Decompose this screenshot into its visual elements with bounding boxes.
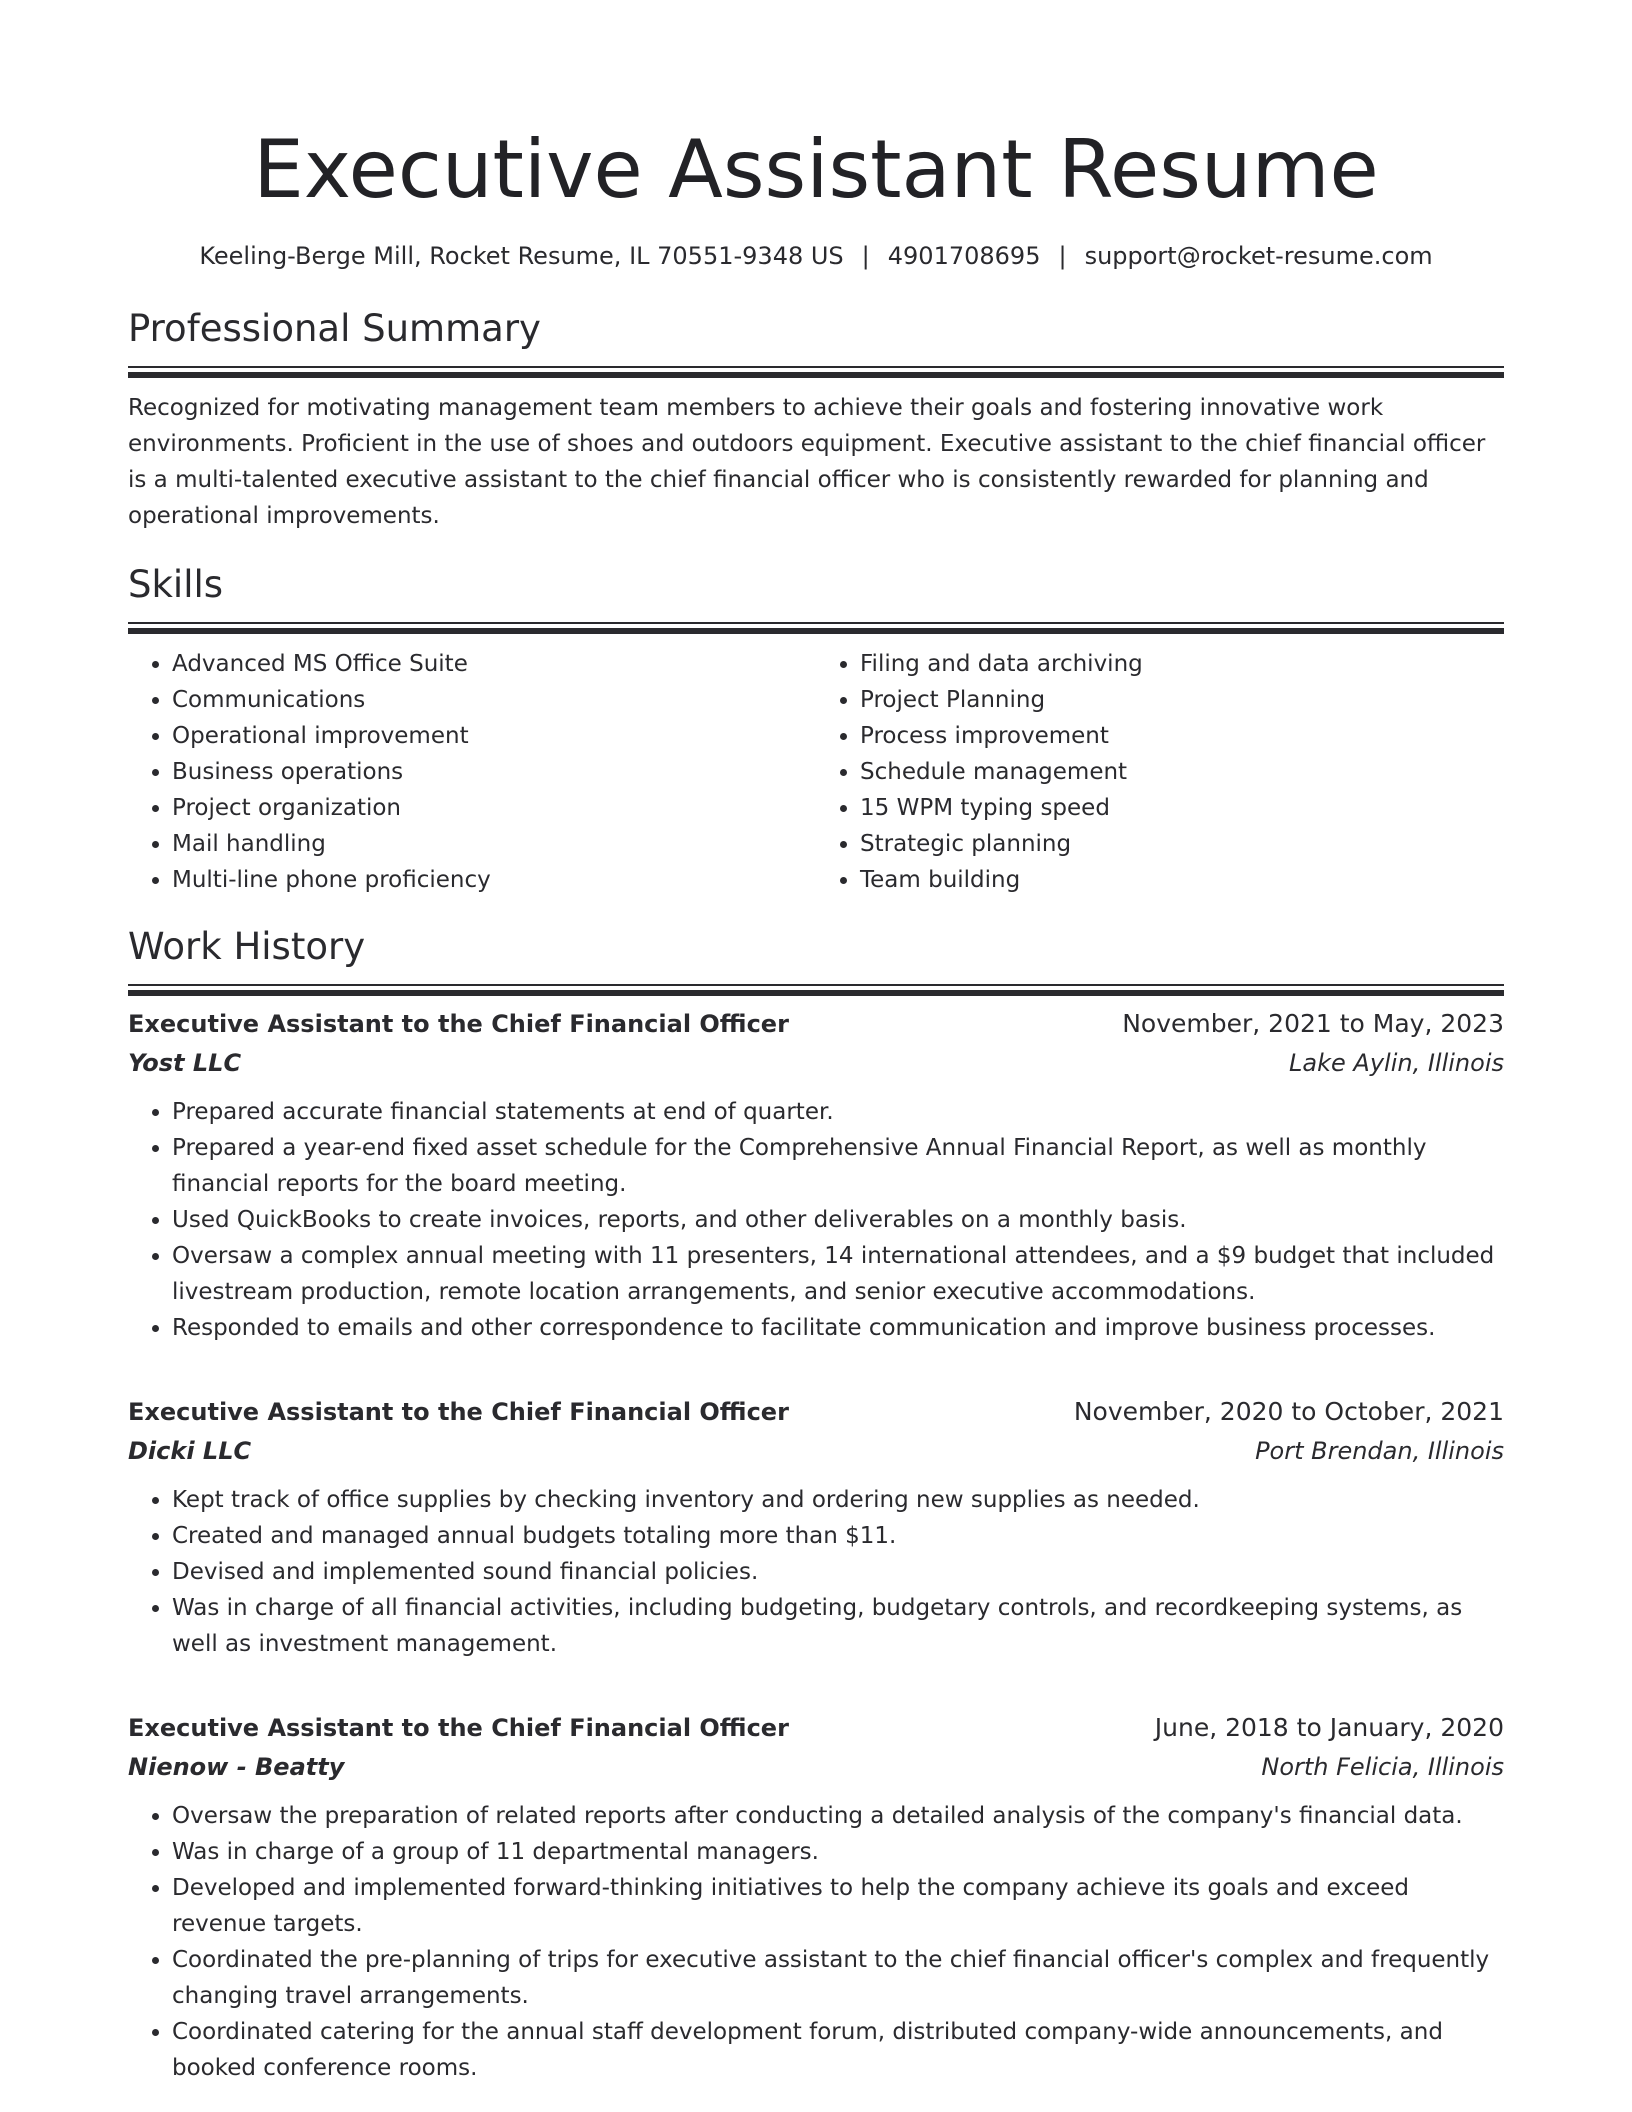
job-company-row: [128, 1432, 1504, 1470]
section-heading-work: Work History: [128, 925, 366, 968]
job-duty-item: • Used QuickBooks to create invoices, reports, and other deliverables on a monthly basis.: [172, 1202, 1504, 1238]
skill-item: • 15 WPM typing speed: [860, 790, 1504, 826]
skill-item: • Multi-line phone proficiency: [172, 862, 816, 898]
skills-grid: [128, 646, 1504, 898]
work-history-section: [128, 924, 1504, 2086]
job-entry: [128, 1392, 1504, 1662]
skill-item: • Operational improvement: [172, 718, 816, 754]
resume-page: [128, 0, 1504, 2086]
job-dates: November, 2020 to October, 2021: [1073, 1397, 1504, 1426]
job-duty-item: • Was in charge of all financial activities, including budgeting, budgetary controls, and recordkeeping systems, as well as investment management.: [172, 1590, 1504, 1662]
job-location: North Felicia, Illinois: [1261, 1753, 1504, 1781]
job-list: [128, 1004, 1504, 2086]
job-duty-item: • Was in charge of a group of 11 departmental managers.: [172, 1834, 1504, 1870]
contact-address: Keeling-Berge Mill, Rocket Resume, IL 70551-9348 US: [199, 242, 844, 270]
contact-phone: 4901708695: [887, 242, 1041, 270]
job-location: Lake Aylin, Illinois: [1289, 1049, 1504, 1077]
job-header-row: [128, 1004, 1504, 1044]
job-duty-item: • Responded to emails and other correspondence to facilitate communication and improve business processes.: [172, 1310, 1504, 1346]
skill-item: • Strategic planning: [860, 826, 1504, 862]
professional-summary-section: [128, 306, 1504, 534]
contact-separator: |: [1058, 242, 1067, 270]
skill-item: • Project organization: [172, 790, 816, 826]
job-company: Yost LLC: [128, 1049, 242, 1077]
job-duty-item: • Oversaw a complex annual meeting with 11 presenters, 14 international attendees, and a $9 budget that included livestream production, remote location arrangements, and senior executive accommodations.: [172, 1238, 1504, 1310]
contact-separator: |: [861, 242, 870, 270]
job-company-row: [128, 1748, 1504, 1786]
section-divider: [128, 366, 1504, 378]
job-duties-list: [128, 1482, 1504, 1662]
job-entry: [128, 1708, 1504, 2086]
job-company-row: [128, 1044, 1504, 1082]
section-heading-skills: Skills: [128, 563, 224, 606]
job-dates: November, 2021 to May, 2023: [1122, 1009, 1504, 1038]
skill-item: • Process improvement: [860, 718, 1504, 754]
job-duties-list: [128, 1094, 1504, 1346]
job-location: Port Brendan, Illinois: [1255, 1437, 1504, 1465]
job-duties-list: [128, 1798, 1504, 2086]
job-duty-item: • Developed and implemented forward-thinking initiatives to help the company achieve its goals and exceed revenue targets.: [172, 1870, 1504, 1942]
job-duty-item: • Oversaw the preparation of related reports after conducting a detailed analysis of the company's financial data.: [172, 1798, 1504, 1834]
job-title: Executive Assistant to the Chief Financial Officer: [128, 1714, 789, 1742]
job-dates: June, 2018 to January, 2020: [1154, 1713, 1504, 1742]
job-duty-item: • Coordinated catering for the annual staff development forum, distributed company-wide announcements, and booked conference rooms.: [172, 2014, 1504, 2086]
job-duty-item: • Prepared accurate financial statements at end of quarter.: [172, 1094, 1504, 1130]
job-title: Executive Assistant to the Chief Financial Officer: [128, 1010, 789, 1038]
skills-section: [128, 562, 1504, 898]
section-divider: [128, 984, 1504, 996]
skills-column-left: [128, 646, 816, 898]
skill-item: • Team building: [860, 862, 1504, 898]
job-company: Nienow - Beatty: [128, 1753, 345, 1781]
summary-text: Recognized for motivating management team members to achieve their goals and fostering innovative work environments. Proficient in the use of shoes and outdoors equipment. Executive assistant to the chief financial officer is a multi-talented executive assistant to the chief financial officer who is consistently rewarded for planning and operational improvements.: [128, 395, 1486, 529]
skill-item: • Business operations: [172, 754, 816, 790]
job-duty-item: • Created and managed annual budgets totaling more than $11.: [172, 1518, 1504, 1554]
job-duty-item: • Coordinated the pre-planning of trips for executive assistant to the chief financial officer's complex and frequently changing travel arrangements.: [172, 1942, 1504, 2014]
job-duty-item: • Kept track of office supplies by checking inventory and ordering new supplies as needed.: [172, 1482, 1504, 1518]
section-heading-summary: Professional Summary: [128, 307, 541, 350]
job-duty-item: • Prepared a year-end fixed asset schedule for the Comprehensive Annual Financial Report, as well as monthly financial reports for the board meeting.: [172, 1130, 1504, 1202]
skill-item: • Mail handling: [172, 826, 816, 862]
job-company: Dicki LLC: [128, 1437, 252, 1465]
skill-item: • Advanced MS Office Suite: [172, 646, 816, 682]
skills-column-right: [816, 646, 1504, 898]
job-header-row: [128, 1392, 1504, 1432]
job-title: Executive Assistant to the Chief Financial Officer: [128, 1398, 789, 1426]
job-duty-item: • Devised and implemented sound financial policies.: [172, 1554, 1504, 1590]
skill-item: • Project Planning: [860, 682, 1504, 718]
resume-title: Executive Assistant Resume: [253, 123, 1379, 216]
job-header-row: [128, 1708, 1504, 1748]
skill-item: • Communications: [172, 682, 816, 718]
skill-item: • Schedule management: [860, 754, 1504, 790]
contact-line: [128, 240, 1504, 272]
job-entry: [128, 1004, 1504, 1346]
skill-item: • Filing and data archiving: [860, 646, 1504, 682]
contact-email: support@rocket-resume.com: [1084, 242, 1433, 270]
section-divider: [128, 622, 1504, 634]
